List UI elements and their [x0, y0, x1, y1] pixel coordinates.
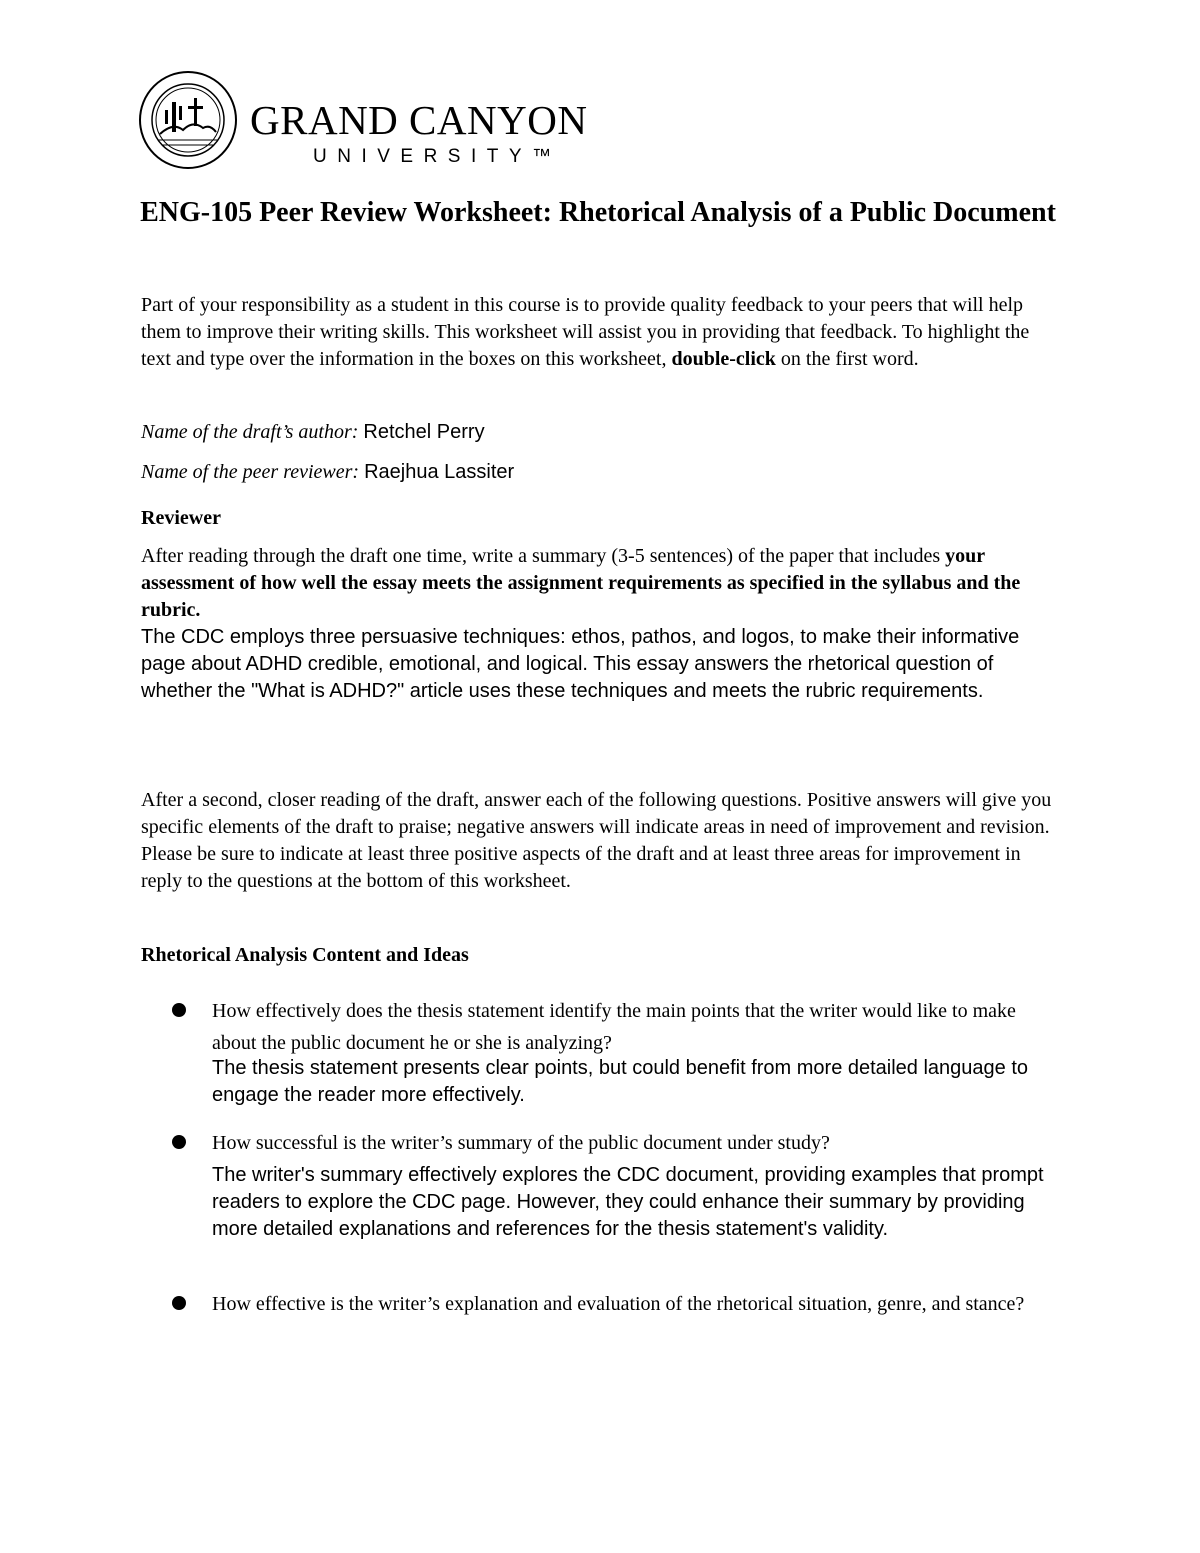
bullet-icon — [172, 1135, 186, 1149]
reviewer-prompt-bold: your assessment of how well the essay meets the assignment requirements as specified in the syllabus and the rubric. — [141, 545, 1021, 621]
reviewer-name-field[interactable]: Raejhua Lassiter — [364, 461, 515, 483]
reviewer-prompt — [141, 543, 1061, 624]
author-line — [141, 418, 1061, 446]
summary-answer-field[interactable]: The CDC employs three persuasive techniques: ethos, pathos, and logos, to make their informative page about ADHD credible, emotional, and logical. This essay answers the rhetorical question of whether the "What is ADHD?" article uses these techniques and meets the rubric requirements. — [141, 626, 1020, 702]
reviewer-line — [141, 458, 1061, 486]
answer-field[interactable]: The writer's summary effectively explores the CDC document, providing examples that prompt readers to explore the CDC page. However, they could enhance their summary by providing more detailed explanations and references for the thesis statement's validity. — [212, 1164, 1044, 1240]
logo-wordmark-line2: UNIVERSITY™ — [313, 146, 562, 167]
author-label: Name of the draft’s author: — [141, 421, 359, 443]
answer-field[interactable]: The thesis statement presents clear points, but could benefit from more detailed language to engage the reader more effectively. — [212, 1057, 1029, 1106]
question-text: How effective is the writer’s explanation and evaluation of the rhetorical situation, genre, and stance? — [212, 1293, 1025, 1315]
page-title: ENG-105 Peer Review Worksheet: Rhetorical Analysis of a Public Document — [140, 197, 1056, 228]
reviewer-prompt-text: After reading through the draft one time, write a summary (3-5 sentences) of the paper that includes — [141, 545, 941, 567]
intro-text: Part of your responsibility as a student in this course is to provide quality feedback to your peers that will help them to improve their writing skills. This worksheet will assist you in providing that feedback. To highlight the text and type over the information in the boxes on this worksheet, — [141, 294, 1030, 370]
question-text: How successful is the writer’s summary of the public document under study? — [212, 1132, 830, 1154]
reviewer-label: Name of the peer reviewer: — [141, 461, 360, 483]
author-name-field[interactable]: Retchel Perry — [363, 421, 485, 443]
intro-bold-text: double-click — [671, 348, 776, 370]
reviewer-heading: Reviewer — [141, 507, 221, 529]
gcu-seal-icon — [138, 70, 238, 170]
intro-paragraph — [141, 292, 1061, 373]
logo-wordmark-line1: GRAND CANYON — [250, 97, 588, 143]
second-reading-paragraph: After a second, closer reading of the draft, answer each of the following questions. Positive answers will give you specific elements of the draft to praise; negative answers will indicate areas in need of improvement and revision. Please be sure to indicate at least three positive aspects of the draft and at least three areas for improvement in reply to the questions at the bottom of this worksheet. — [141, 789, 1052, 892]
intro-text-end: on the first word. — [780, 348, 919, 370]
content-ideas-heading: Rhetorical Analysis Content and Ideas — [141, 944, 469, 966]
question-text: How effectively does the thesis statement identify the main points that the writer would like to make about the public document he or she is analyzing? — [212, 1000, 1016, 1054]
university-logo — [138, 70, 588, 170]
bullet-icon — [172, 1296, 186, 1310]
bullet-icon — [172, 1003, 186, 1017]
